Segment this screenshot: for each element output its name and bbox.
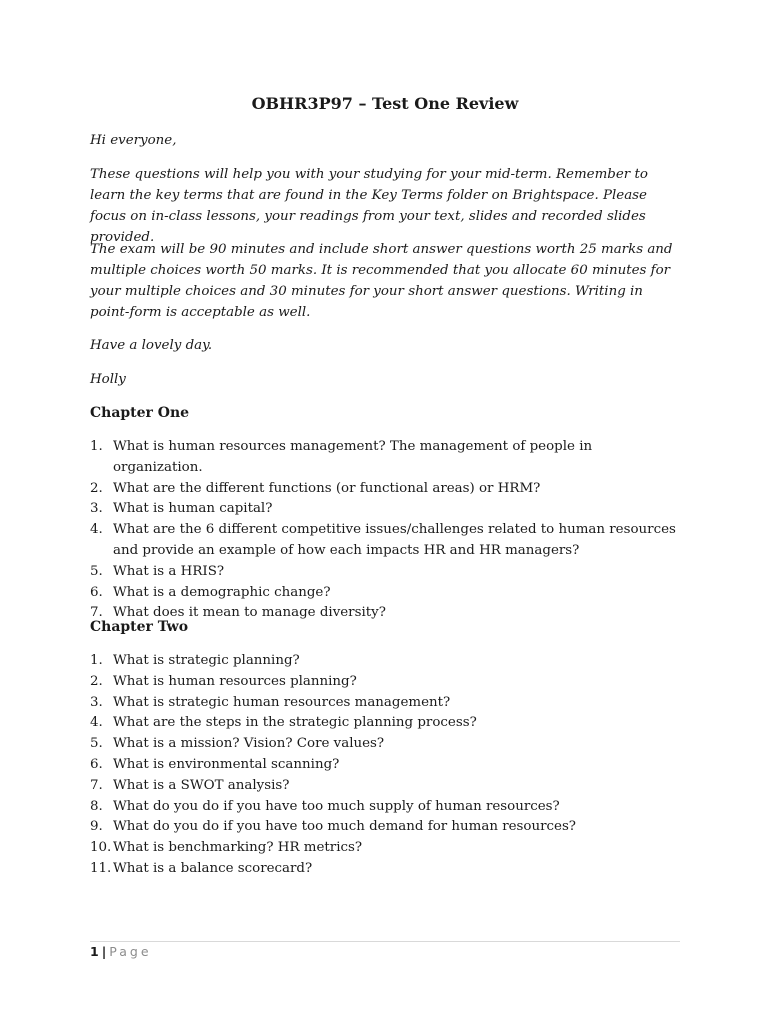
item-number: 3. [90, 501, 103, 517]
list-item [90, 499, 680, 520]
item-text: What is strategic human resources management? [113, 694, 451, 710]
list-item [90, 562, 680, 583]
item-text: What is a SWOT analysis? [113, 777, 290, 793]
item-text: What is a HRIS? [113, 563, 225, 579]
item-text: What is a mission? Vision? Core values? [113, 736, 385, 752]
item-number: 9. [90, 819, 103, 835]
item-number: 8. [90, 798, 103, 814]
list-item [90, 797, 680, 818]
list-item [90, 776, 680, 797]
item-number: 4. [90, 522, 103, 538]
footer-divider [90, 941, 680, 942]
item-number: 4. [90, 715, 103, 731]
item-number: 11. [90, 860, 112, 876]
item-number: 3. [90, 694, 103, 710]
item-text: What is benchmarking? HR metrics? [113, 840, 363, 856]
list-item [90, 437, 680, 479]
item-text: What do you do if you have too much demand for human resources? [113, 819, 576, 835]
list-item [90, 693, 680, 714]
page-label: Page [109, 944, 152, 959]
item-text: What does it mean to manage diversity? [113, 605, 386, 621]
intro-paragraph: These questions will help you with your studying for your mid-term. Remember to learn the key terms that are found in the Key Terms folder on Brightspace. Please focus on in-class lessons, your readings from your text, slides and recorded slides provided. [90, 167, 648, 245]
item-number: 5. [90, 736, 103, 752]
chapter-two-heading: Chapter Two [90, 619, 189, 635]
item-text: What are the steps in the strategic planning process? [113, 715, 477, 731]
page-footer [90, 943, 152, 961]
exam-info-paragraph: The exam will be 90 minutes and include short answer questions worth 25 marks and multiple choices worth 50 marks. It is recommended that you allocate 60 minutes for your multiple choices and 30 minutes for your short answer questions. Writing in point-form is acceptable as well. [90, 242, 673, 320]
list-item [90, 755, 680, 776]
list-item [90, 520, 680, 562]
item-number: 6. [90, 756, 103, 772]
chapter-one-questions [90, 437, 680, 624]
item-text: What is human resources management? The management of people in organization. [113, 439, 593, 475]
page-number: 1 [90, 944, 99, 959]
item-number: 10. [90, 840, 112, 856]
item-text: What is a balance scorecard? [113, 860, 313, 876]
document-title: OBHR3P97 – Test One Review [251, 94, 519, 113]
signature: Holly [90, 372, 126, 387]
item-text: What are the 6 different competitive issues/challenges related to human resources and provide an example of how each impacts HR and HR managers? [113, 522, 676, 558]
item-number: 7. [90, 605, 103, 621]
chapter-two-questions [90, 651, 680, 880]
item-number: 7. [90, 777, 103, 793]
item-text: What is strategic planning? [113, 653, 300, 668]
list-item [90, 859, 680, 880]
item-text: What do you do if you have too much supply of human resources? [113, 798, 560, 814]
list-item [90, 672, 680, 693]
item-number: 1. [90, 653, 103, 668]
item-text: What are the different functions (or functional areas) or HRM? [113, 480, 541, 496]
list-item [90, 479, 680, 500]
item-text: What is a demographic change? [113, 584, 331, 600]
list-item [90, 583, 680, 604]
item-number: 6. [90, 584, 103, 600]
closing-line: Have a lovely day. [90, 338, 213, 353]
item-text: What is human resources planning? [113, 673, 357, 689]
chapter-one-heading: Chapter One [90, 405, 190, 421]
item-text: What is human capital? [113, 501, 273, 517]
item-number: 1. [90, 439, 103, 454]
list-item [90, 651, 680, 672]
greeting: Hi everyone, [90, 133, 177, 148]
item-number: 2. [90, 673, 103, 689]
item-text: What is environmental scanning? [113, 756, 340, 772]
footer-separator: | [101, 944, 107, 959]
list-item [90, 713, 680, 734]
list-item [90, 817, 680, 838]
item-number: 2. [90, 480, 103, 496]
list-item [90, 734, 680, 755]
list-item [90, 838, 680, 859]
item-number: 5. [90, 563, 103, 579]
